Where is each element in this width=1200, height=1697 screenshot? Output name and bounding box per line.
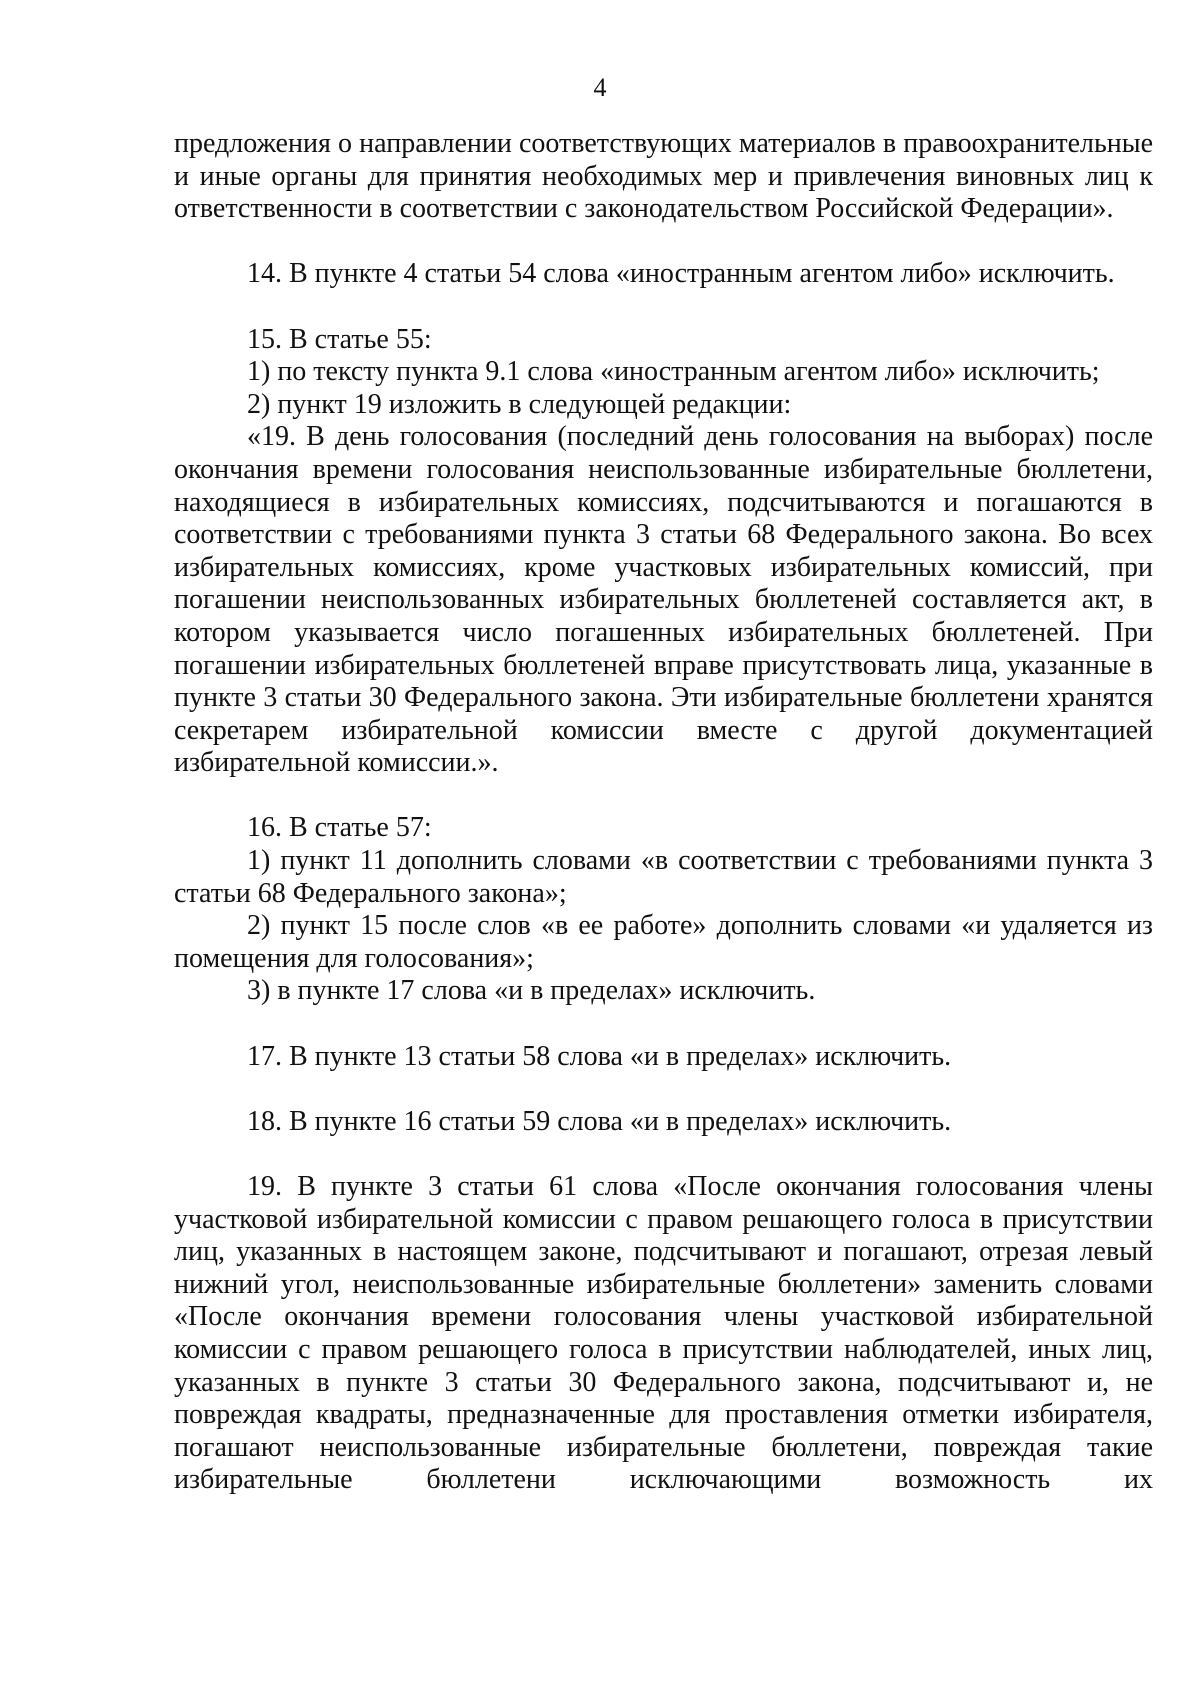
paragraph-item-16-sub-3: 3) в пункте 17 слова «и в пределах» исключить. bbox=[247, 975, 816, 1007]
paragraph-gap bbox=[174, 1073, 1153, 1106]
paragraph-item-15: 15. В статье 55: bbox=[247, 323, 432, 355]
paragraph-gap bbox=[174, 226, 1153, 259]
paragraph-item-18: 18. В пункте 16 статьи 59 слова «и в пределах» исключить. bbox=[247, 1105, 952, 1137]
paragraph-gap bbox=[174, 1138, 1153, 1171]
document-body bbox=[174, 128, 1153, 1497]
paragraph-item-15-sub-2: 2) пункт 19 изложить в следующей редакции: bbox=[247, 388, 792, 420]
page-number: 4 bbox=[593, 73, 607, 102]
paragraph-item-19: 19. В пункте 3 статьи 61 слова «После окончания голосования члены участковой избирательной комиссии с правом решающего голоса в присутствии лиц, указанных в настоящем законе, подсчитывают и погашают, отрезая левый нижний угол, неиспользованные избирательные бюллетени» заменить словами «После окончания времени голосования члены участковой избирательной комиссии с правом решающего голоса в присутствии наблюдателей, иных лиц, указанных в пункте 3 статьи 30 Федерального закона, подсчитывают и, не повреждая квадраты, предназначенные для проставления отметки избирателя, погашают неиспользованные избирательные бюллетени, повреждая такие избирательные бюллетени исключающими возможность их bbox=[174, 1171, 1153, 1496]
paragraph-item-15-sub-1: 1) по тексту пункта 9.1 слова «иностранным агентом либо» исключить; bbox=[247, 356, 1100, 388]
paragraph-item-14: 14. В пункте 4 статьи 54 слова «иностранным агентом либо» исключить. bbox=[247, 258, 1115, 290]
paragraph-quoted-point-19: «19. В день голосования (последний день голосования на выборах) после окончания времени голосования неиспользованные избирательные бюллетени, находящиеся в избирательных комиссиях, подсчитываются и погашаются в соответствии с требованиями пункта 3 статьи 68 Федерального закона. Во всех избирательных комиссиях, кроме участковых избирательных комиссий, при погашении неиспользованных избирательных бюллетеней составляется акт, в котором указывается число погашенных избирательных бюллетеней. При погашении избирательных бюллетеней вправе присутствовать лица, указанные в пункте 3 статьи 30 Федерального закона. Эти избирательные бюллетени хранятся секретарем избирательной комиссии вместе с другой документацией избирательной комиссии.». bbox=[174, 421, 1153, 779]
paragraph-gap bbox=[174, 1008, 1153, 1041]
paragraph-item-17: 17. В пункте 13 статьи 58 слова «и в пределах» исключить. bbox=[247, 1040, 952, 1072]
paragraph-item-16-sub-2: 2) пункт 15 после слов «в ее работе» дополнить словами «и удаляется из помещения для голосования»; bbox=[174, 910, 1153, 974]
paragraph-item-16-sub-1: 1) пункт 11 дополнить словами «в соответствии с требованиями пункта 3 статьи 68 Федерального закона»; bbox=[174, 845, 1153, 909]
paragraph-gap bbox=[174, 291, 1153, 324]
paragraph-item-16: 16. В статье 57: bbox=[247, 812, 432, 844]
paragraph-gap bbox=[174, 780, 1153, 813]
paragraph-continuation: предложения о направлении соответствующих материалов в правоохранительные и иные органы для принятия необходимых мер и привлечения виновных лиц к ответственности в соответствии с законодательством Российской Федерации». bbox=[174, 128, 1153, 225]
